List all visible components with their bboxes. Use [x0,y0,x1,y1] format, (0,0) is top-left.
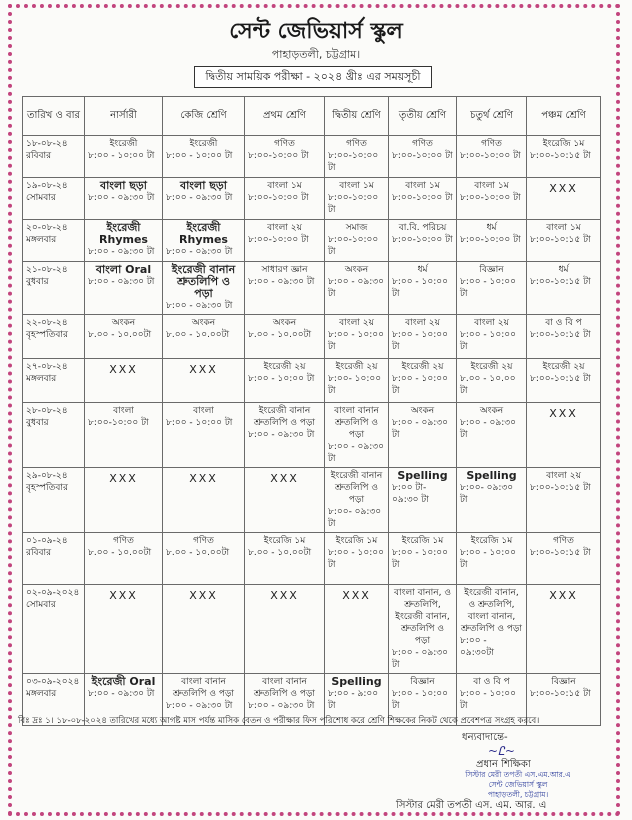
subject-name: বা ও বি প [473,677,510,687]
subject-name: বাংলা বানান শ্রুতলিপি ও পড়া [334,406,379,440]
date-cell [23,262,85,315]
exam-time: ৮:০০-১০:১৫ টা [530,374,591,384]
exam-date: ২৭-০৮-২৪ [26,362,68,372]
signatory-name: সিস্টার মেরী তপতী এস. এম. আর. এ [396,800,547,811]
subject-name: ধর্ম [558,265,569,275]
schedule-cell [527,136,601,178]
schedule-cell [163,585,245,674]
exam-time: ৮:০০ - ০৯:৩০টা [460,636,494,658]
schedule-cell [163,533,245,585]
subject-name: ইংরেজী Rhymes [179,221,228,246]
exam-time: ৮:০০ - ০৯:৩০ টা [328,442,384,464]
schedule-cell [85,403,163,468]
table-row [23,533,601,585]
subject-name: ইংরেজী বানান শ্রুতলিপি ও পড়া [171,263,236,300]
no-exam-mark: XXX [189,589,218,602]
exam-time: ৮:০০ - ০৯:৩০ টা [248,701,315,711]
exam-time: ৮:০০ - ১০:০০ টা [328,330,384,352]
subject-name: অংকন [479,406,504,416]
subject-name: গণিত [346,139,367,149]
exam-time: ৮:০০ - ১০:০০ টা [392,374,448,396]
schedule-cell [389,136,457,178]
exam-time: ৮:০০-১০:১৫ টা [530,548,591,558]
table-header-row [23,97,601,136]
subject-name: ইংরেজি ১ম [335,536,378,546]
schedule-cell [389,315,457,359]
schedule-cell [245,262,325,315]
schedule-cell [457,136,527,178]
subject-name: বাংলা ১ম [339,181,374,191]
schedule-cell [163,136,245,178]
exam-time: ৮:০০ - ০৯:৩০ টা [248,277,315,287]
schedule-cell [85,220,163,262]
subject-name: গণিত [193,536,214,546]
subject-name: Spelling [397,469,448,482]
schedule-cell [325,468,389,533]
schedule-cell [325,403,389,468]
stamp-line: সিস্টার মেরী তপতী এস.এম.আর.এ [465,770,571,779]
schedule-cell [527,585,601,674]
exam-time: ৮:০০ - ০৯:৩০ টা [392,418,448,440]
subject-name: ইংরেজি ১ম [542,139,585,149]
exam-time: ৮:০০-১০:১৫ টা [530,235,591,245]
subject-name: ইংরেজী [189,139,218,149]
exam-time: ৮:০০-১০:০০ টা [328,235,379,257]
exam-time: ৮:০০ - ১০:০০ টা [88,151,155,161]
exam-day: বুধবার [26,418,49,428]
exam-date: ০১-০৯-২৪ [26,536,68,546]
exam-time: ৮:০০ - ১০:০০ টা [392,330,448,352]
subject-name: বাংলা ২য় [474,318,509,328]
schedule-cell [85,178,163,220]
schedule-cell [325,585,389,674]
schedule-cell [457,315,527,359]
subject-name: বাংলা ছড়া [100,179,147,192]
schedule-cell [457,359,527,403]
schedule-cell [163,262,245,315]
schedule-cell [163,220,245,262]
subject-name: ইংরেজি ১ম [470,536,513,546]
subject-name: বাংলা ২য় [546,471,581,481]
schedule-cell [325,533,389,585]
table-row [23,585,601,674]
exam-time: ৮:০০ - ০৯:৩০ টা [248,430,315,440]
exam-time: ৮:০০ - ০৯:৩০ টা [88,247,155,257]
exam-time: ৮:০০- ০৯:৩০ টা [460,483,514,505]
no-exam-mark: XXX [270,472,299,485]
schedule-cell [163,178,245,220]
subject-name: ইংরেজী ২য় [470,362,513,372]
exam-time: ৮:০০ - ০৯:৩০ টা [166,701,233,711]
date-cell [23,533,85,585]
exam-day: সোমবার [26,600,56,610]
schedule-cell [457,468,527,533]
table-row [23,315,601,359]
date-cell [23,178,85,220]
subject-name: ইংরেজী বানান শ্রুতলিপি ও পড়া [253,406,316,428]
exam-time: ৮.০০ - ১০.০০টা [88,330,152,340]
column-header: চতুর্থ শ্রেণি [457,97,527,136]
subject-name: ইংরেজী Oral [91,675,156,688]
exam-time: ৮.০০ - ১০.০০টা [88,548,152,558]
schedule-cell [245,178,325,220]
exam-time: ৮:০০- ১০:০০ টা [328,374,382,396]
schedule-cell [85,315,163,359]
exam-time: ৮:০০-১০:০০ টা [392,235,453,245]
exam-time: ৮:০০-১০:০০ টা [248,151,309,161]
subject-name: বাংলা বানান শ্রুতলিপি ও পড়া [172,677,235,699]
schedule-cell [245,533,325,585]
exam-time: ৮:০০ - ০৯:৩০ টা [328,277,384,299]
schedule-cell [245,585,325,674]
table-row [23,262,601,315]
schedule-cell [85,468,163,533]
exam-date: ১৮-০৮-২৪ [26,139,68,149]
subject-name: ইংরেজি ১ম [401,536,444,546]
exam-time: ৮:০০ - ১০:০০ টা [392,277,448,299]
subject-name: ইংরেজী বানান শ্রুতলিপি ও পড়া [330,471,383,505]
school-address: পাহাড়তলী, চট্টগ্রাম। [271,48,361,61]
signatory-title: প্রধান শিক্ষিকা [476,759,531,770]
subject-name: অংকন [272,318,297,328]
subject-name: ইংরেজি ১ম [263,536,306,546]
subject-name: ইংরেজী ২য় [335,362,378,372]
schedule-cell [163,403,245,468]
subject-name: বাংলা বানান, ও শ্রুতলিপি, ইংরেজী বানান, শ্রুতলিপি ও পড়া [394,588,451,646]
exam-time: ৮:০০ - ১০:০০ টা [460,330,516,352]
schedule-cell [527,262,601,315]
subject-name: ইংরেজী ২য় [263,362,306,372]
schedule-cell [527,403,601,468]
schedule-cell [389,585,457,674]
schedule-cell [389,403,457,468]
table-row [23,220,601,262]
no-exam-mark: XXX [109,589,138,602]
column-header: প্রথম শ্রেণি [245,97,325,136]
no-exam-mark: XXX [549,589,578,602]
exam-time: ৮.০০ - ১০.০০টা [166,330,230,340]
schedule-cell [325,136,389,178]
subject-name: গণিত [412,139,433,149]
exam-time: ৮:০০ - ১০:০০ টা [248,374,315,384]
schedule-cell [527,359,601,403]
subject-name: ধর্ম [486,223,497,233]
schedule-cell [527,220,601,262]
date-cell [23,403,85,468]
subject-name: গণিত [481,139,502,149]
schedule-cell [325,359,389,403]
no-exam-mark: XXX [270,589,299,602]
date-cell [23,315,85,359]
schedule-cell [527,468,601,533]
table-row [23,136,601,178]
subject-name: ইংরেজী ২য় [401,362,444,372]
schedule-cell [325,178,389,220]
exam-time: ৮:০০ - ১০:০০ টা [166,151,233,161]
schedule-cell [85,585,163,674]
exam-time: ৮.০০ - ১০.০০টা [248,548,312,558]
exam-time: ৮:০০- ০৯:৩০ টা [328,507,382,529]
handwritten-signature: ~Ꮭ~ [488,744,515,758]
exam-day: মঙ্গলবার [26,374,57,384]
exam-day: মঙ্গলবার [26,235,57,245]
schedule-cell [85,533,163,585]
subject-name: বাংলা ১ম [267,181,302,191]
schedule-cell [457,585,527,674]
exam-time: ৮:০০ - ১০:০০ টা [166,418,233,428]
schedule-cell [527,315,601,359]
date-cell [23,468,85,533]
subject-name: বাংলা [193,406,214,416]
subject-name: বা.বি. পরিচয় [398,223,447,233]
date-cell [23,359,85,403]
schedule-cell [457,178,527,220]
date-cell [23,136,85,178]
schedule-cell [85,136,163,178]
column-header: তৃতীয় শ্রেণি [389,97,457,136]
schedule-cell [325,220,389,262]
subject-name: Spelling [466,469,517,482]
no-exam-mark: XXX [109,363,138,376]
subject-name: সাধারণ জ্ঞান [261,265,308,275]
exam-date: ১৯-০৮-২৪ [26,181,68,191]
subject-name: সমাজ [345,223,368,233]
exam-time: ৮:০০ টা- ০৯:৩০ টা [392,483,429,505]
schedule-cell [163,359,245,403]
subject-name: বিজ্ঞান [479,265,504,275]
subject-name: গণিত [113,536,134,546]
column-header: দ্বিতীয় শ্রেণি [325,97,389,136]
exam-date: ২৯-০৮-২৪ [26,471,68,481]
schedule-cell [389,262,457,315]
schedule-cell [457,220,527,262]
exam-time: ৮:০০ - ০৯:৩০ টা [88,689,155,699]
exam-day: রবিবার [26,548,52,558]
subject-name: বা ও বি প [545,318,582,328]
schedule-cell [245,136,325,178]
subject-name: বিজ্ঞান [410,677,435,687]
subject-name: বাংলা ২য় [339,318,374,328]
exam-day: বুধবার [26,277,49,287]
column-header: তারিখ ও বার [23,97,85,136]
schedule-cell [389,220,457,262]
exam-time: ৮:০০ - ১০:০০ টা [460,548,516,570]
schedule-cell [457,403,527,468]
column-header: পঞ্চম শ্রেণি [527,97,601,136]
exam-time: ৮:০০-১০:০০ টা [328,193,379,215]
exam-time: ৮:০০ - ০৯:৩০ টা [166,301,233,311]
schedule-cell [245,220,325,262]
exam-time: ৮:০০-১০:০০ টা [392,193,453,203]
no-exam-mark: XXX [189,472,218,485]
subject-name: বাংলা ছড়া [180,179,227,192]
date-cell [23,585,85,674]
subject-name: ইংরেজী ২য় [542,362,585,372]
no-exam-mark: XXX [109,472,138,485]
table-row [23,178,601,220]
column-header: কেজি শ্রেণি [163,97,245,136]
exam-date: ০৩-০৯-২০২৪ [26,677,80,687]
exam-time: ৮:০০-১০:১৫ টা [530,689,591,699]
exam-time: ৮:০০-১০:১৫ টা [530,330,591,340]
exam-time: ৮:০০-১০:০০ টা [460,151,521,161]
stamp-line: সেন্ট জেভিয়ার্স স্কুল [488,780,548,789]
schedule-cell [163,315,245,359]
column-header: নার্সারী [85,97,163,136]
schedule-cell [389,468,457,533]
no-exam-mark: XXX [189,363,218,376]
date-cell [23,220,85,262]
schedule-cell [389,359,457,403]
schedule-cell [527,178,601,220]
subject-name: বাংলা Oral [95,263,152,276]
no-exam-mark: XXX [342,589,371,602]
exam-time: ৮:০০ - ০৯:৩০ টা [166,247,233,257]
schedule-cell [85,359,163,403]
subject-name: বাংলা ১ম [474,181,509,191]
exam-day: সোমবার [26,193,56,203]
subject-name: ইংরেজী বানান, ও শ্রুতলিপি, বাংলা বানান, শ্রুতলিপি ও পড়া [460,588,523,634]
exam-time: ৮:০০ - ১০:০০ টা [460,277,516,299]
exam-day: রবিবার [26,151,52,161]
schedule-cell [527,533,601,585]
exam-time: ৮.০০ - ১০.০০টা [248,330,312,340]
exam-time: ৮:০০-১০:০০ টা [392,151,453,161]
official-stamp [448,770,588,800]
schedule-cell [389,178,457,220]
exam-time: ৮:০০ - ০৯:৩০ টা [166,193,233,203]
subject-name: বাংলা [113,406,134,416]
exam-date: ২১-০৮-২৪ [26,265,68,275]
exam-date: ২২-০৮-২৪ [26,318,68,328]
exam-time: ৮:০০-১০:০০ টা [460,193,521,203]
closing-thanks: ধন্যবাদান্তে- [462,732,508,743]
stamp-line: পাহাড়তলী, চট্টগ্রাম। [487,790,549,799]
school-name: সেন্ট জেভিয়ার্স স্কুল [229,19,403,44]
schedule-cell [457,262,527,315]
exam-time: ৮:০০-১০:১৫ টা [530,151,591,161]
footer-note: বিঃ দ্রঃ ১। ১৮-০৮-২০২৪ তারিখের মধ্যে আগষ্ট মাস পর্যন্ত মাসিক বেতন ও পরীক্ষার ফিস পরিশোধ করে শ্রেণি শিক্ষকের নিকট থেকে প্রবেশপত্র সংগ্রহ করবে। [18,716,540,726]
exam-time: ৮:০০ - ০৯:৩০ টা [460,418,516,440]
schedule-cell [245,315,325,359]
subject-name: অংকন [191,318,216,328]
subject-name: বাংলা ১ম [546,223,581,233]
exam-time: ৮:০০ - ০৯:৩০ টা [88,193,155,203]
table-row [23,403,601,468]
schedule-cell [245,403,325,468]
exam-time: ৮:০০-১০:১৫ টা [530,483,591,493]
subject-name: ধর্ম [417,265,428,275]
exam-title: দ্বিতীয় সাময়িক পরীক্ষা - ২০২৪ খ্রীঃ এর সময়সূচী [194,66,432,88]
schedule-cell [325,315,389,359]
exam-date: ২০-০৮-২৪ [26,223,68,233]
exam-time: ৮:০০ - ১০:০০ টা [392,689,448,711]
subject-name: Spelling [331,675,382,688]
exam-time: ৮:০০-১০:০০ টা [248,193,309,203]
subject-name: অংকন [111,318,136,328]
exam-time: ৮.০০ - ১০.০০টা [166,548,230,558]
table-row [23,359,601,403]
table-body [23,136,601,726]
exam-time: ৮:০০-১০:০০ টা [88,418,149,428]
subject-name: বাংলা বানান শ্রুতলিপি ও পড়া [253,677,316,699]
subject-name: অংকন [410,406,435,416]
exam-time: ৮:০০ - ১০:০০ টা [328,548,384,570]
subject-name: বিজ্ঞান [551,677,576,687]
exam-time: ৮:০০ - ১০:০০ টা [460,689,516,711]
exam-date: ২৮-০৮-২৪ [26,406,68,416]
exam-routine-table [22,96,601,726]
exam-day: মঙ্গলবার [26,689,57,699]
exam-day: বৃহস্পতিবার [26,330,68,340]
exam-time: ৮:০০-১০:০০ টা [328,151,379,173]
exam-time: ৮:০০ - ১০:০০ টা [392,548,448,570]
schedule-cell [457,533,527,585]
subject-name: ইংরেজী [109,139,138,149]
no-exam-mark: XXX [549,407,578,420]
schedule-cell [245,468,325,533]
subject-name: গণিত [274,139,295,149]
exam-time: ৮:০০ - ০৯:৩০ টা [88,277,155,287]
schedule-cell [245,359,325,403]
schedule-cell [163,468,245,533]
exam-time: ৮:০০ - ৯:০০ টা [328,689,379,711]
subject-name: বাংলা ২য় [405,318,440,328]
schedule-cell [389,533,457,585]
schedule-cell [85,262,163,315]
subject-name: ইংরেজী Rhymes [99,221,148,246]
exam-date: ০২-০৯-২০২৪ [26,588,80,598]
exam-day: বৃহস্পতিবার [26,483,68,493]
no-exam-mark: XXX [549,182,578,195]
subject-name: বাংলা ১ম [405,181,440,191]
exam-time: ৮:০০-১০:০০ টা [248,235,309,245]
subject-name: অংকন [344,265,369,275]
exam-time: ৮:০০-১০:১৫ টা [530,277,591,287]
schedule-cell [325,262,389,315]
exam-time: ৮.০০ - ১০.০০ টা [460,374,516,396]
table-row [23,468,601,533]
exam-time: ৮:০০-১০:০০ টা [460,235,521,245]
subject-name: গণিত [553,536,574,546]
subject-name: বাংলা ২য় [267,223,302,233]
exam-time: ৮:০০ - ০৯:৩০ টা [392,648,448,670]
